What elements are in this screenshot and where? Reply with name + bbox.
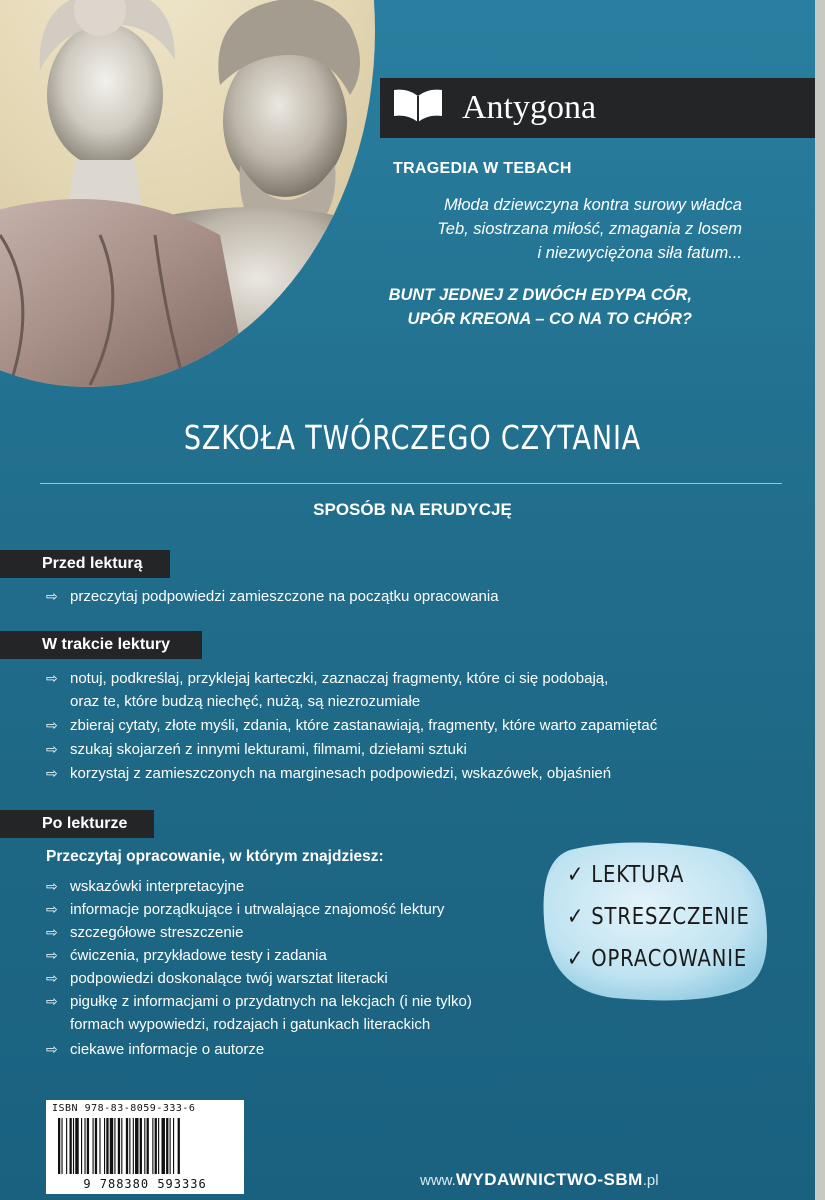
arrow-icon: ⇨ bbox=[46, 717, 58, 733]
barcode-bar bbox=[170, 1118, 171, 1174]
book-subtitle: TRAGEDIA W TEBACH bbox=[393, 160, 572, 177]
arrow-icon: ⇨ bbox=[46, 741, 58, 757]
barcode-bar bbox=[173, 1118, 174, 1174]
barcode-bar bbox=[84, 1118, 85, 1174]
barcode-bar bbox=[99, 1118, 100, 1174]
barcode-bar bbox=[66, 1118, 67, 1174]
barcode-bar bbox=[147, 1118, 149, 1174]
section-label-before: Przed lekturą bbox=[0, 550, 170, 578]
barcode-bar bbox=[110, 1118, 113, 1174]
barcode-bar bbox=[178, 1118, 180, 1174]
barcode-bar bbox=[162, 1118, 165, 1174]
bubble-item: ✓ STRESZCZENIE bbox=[567, 904, 750, 930]
barcode-bar bbox=[93, 1118, 94, 1174]
isbn-label: ISBN 978-83-8059-333-6 bbox=[52, 1103, 196, 1114]
statues-photo bbox=[0, 0, 375, 387]
barcode-bar bbox=[152, 1118, 153, 1174]
barcode-bar bbox=[129, 1118, 130, 1174]
arrow-icon: ⇨ bbox=[46, 901, 58, 917]
barcode-digits: 9 788380 593336 bbox=[83, 1177, 207, 1191]
website[interactable]: www.WYDAWNICTWO-SBM.pl bbox=[420, 1170, 659, 1189]
barcode-bar bbox=[144, 1118, 145, 1174]
barcode bbox=[46, 1100, 244, 1194]
barcode-bar bbox=[81, 1118, 82, 1174]
divider bbox=[40, 483, 782, 484]
barcode-bar bbox=[158, 1118, 159, 1174]
list-item-continuation: oraz te, które budzą niechęć, nużą, są niezrozumiałe bbox=[70, 693, 421, 710]
barcode-bar bbox=[75, 1118, 78, 1174]
section-label-after: Po lekturze bbox=[0, 810, 154, 838]
list-item: ⇨ korzystaj z zamieszczonych na marginesach podpowiedzi, wskazówek, objaśnień bbox=[46, 762, 611, 785]
blurb-line: Młoda dziewczyna kontra surowy władca bbox=[443, 196, 742, 214]
list-item: ⇨ informacje porządkujące i utrwalające znajomość lektury bbox=[46, 898, 444, 921]
list-item: ⇨ szukaj skojarzeń z innymi lekturami, filmami, dziełami sztuki bbox=[46, 738, 467, 761]
barcode-bar bbox=[104, 1118, 105, 1174]
section-intro: Przeczytaj opracowanie, w którym znajdziesz: bbox=[46, 848, 384, 865]
barcode-bar bbox=[155, 1118, 157, 1174]
barcode-bar bbox=[87, 1118, 89, 1174]
list-item: ⇨ notuj, podkreślaj, przyklejaj karteczki, zaznaczaj fragmenty, które ci się podobają, bbox=[46, 667, 608, 690]
barcode-bar bbox=[70, 1118, 72, 1174]
barcode-bar bbox=[106, 1118, 108, 1174]
barcode-bar bbox=[95, 1118, 97, 1174]
barcode-bar bbox=[133, 1118, 134, 1174]
book-title: Antygona bbox=[462, 89, 597, 126]
arrow-icon: ⇨ bbox=[46, 878, 58, 894]
blurb-line: i niezwyciężona siła fatum... bbox=[537, 244, 742, 262]
list-item: ⇨ ćwiczenia, przykładowe testy i zadania bbox=[46, 944, 327, 967]
open-book-icon bbox=[392, 86, 444, 126]
arrow-icon: ⇨ bbox=[46, 947, 58, 963]
series-title: SZKOŁA TWÓRCZEGO CZYTANIA bbox=[183, 418, 642, 457]
arrow-icon: ⇨ bbox=[46, 670, 58, 686]
blurb-bold bbox=[330, 283, 692, 331]
list-item: ⇨ pigułkę z informacjami o przydatnych na lekcjach (i nie tylko) bbox=[46, 990, 472, 1013]
barcode-bar bbox=[114, 1118, 115, 1174]
bubble-item: ✓ LEKTURA bbox=[567, 862, 685, 888]
list-item: ⇨ wskazówki interpretacyjne bbox=[46, 875, 244, 898]
barcode-bar bbox=[61, 1118, 62, 1174]
barcode-bar bbox=[166, 1118, 168, 1174]
series-subtitle: SPOSÓB NA ERUDYCJĘ bbox=[313, 500, 512, 519]
blurb-line: Teb, siostrzana miłość, zmagania z losem bbox=[437, 220, 742, 238]
blurb-bold-line: BUNT JEDNEJ Z DWÓCH EDYPA CÓR, bbox=[388, 286, 692, 304]
title-band bbox=[380, 78, 815, 138]
barcode-bars bbox=[58, 1118, 234, 1174]
bubble-item: ✓ OPRACOWANIE bbox=[567, 946, 748, 972]
page-edge bbox=[815, 0, 825, 1200]
list-item: ⇨ przeczytaj podpowiedzi zamieszczone na początku opracowania bbox=[46, 585, 499, 608]
list-item-continuation: formach wypowiedzi, rodzajach i gatunkach literackich bbox=[70, 1016, 431, 1033]
barcode-bar bbox=[126, 1118, 128, 1174]
barcode-bar bbox=[140, 1118, 142, 1174]
barcode-bar bbox=[58, 1118, 60, 1174]
blurb bbox=[330, 193, 742, 265]
blurb-bold-line: UPÓR KREONA – CO NA TO CHÓR? bbox=[407, 310, 692, 328]
list-item: ⇨ podpowiedzi doskonalące twój warsztat literacki bbox=[46, 967, 388, 990]
statues-illustration bbox=[0, 0, 375, 387]
arrow-icon: ⇨ bbox=[46, 765, 58, 781]
barcode-bar bbox=[121, 1118, 122, 1174]
barcode-bar bbox=[118, 1118, 120, 1174]
arrow-icon: ⇨ bbox=[46, 924, 58, 940]
section-label-during: W trakcie lektury bbox=[0, 631, 202, 659]
barcode-bar bbox=[73, 1118, 74, 1174]
list-item: ⇨ zbieraj cytaty, złote myśli, zdania, które zastanawiają, fragmenty, które warto zapamiętać bbox=[46, 714, 657, 737]
barcode-bar bbox=[135, 1118, 138, 1174]
arrow-icon: ⇨ bbox=[46, 1041, 58, 1057]
arrow-icon: ⇨ bbox=[46, 993, 58, 1009]
arrow-icon: ⇨ bbox=[46, 588, 58, 604]
list-item: ⇨ szczegółowe streszczenie bbox=[46, 921, 243, 944]
list-item: ⇨ ciekawe informacje o autorze bbox=[46, 1038, 264, 1061]
arrow-icon: ⇨ bbox=[46, 970, 58, 986]
